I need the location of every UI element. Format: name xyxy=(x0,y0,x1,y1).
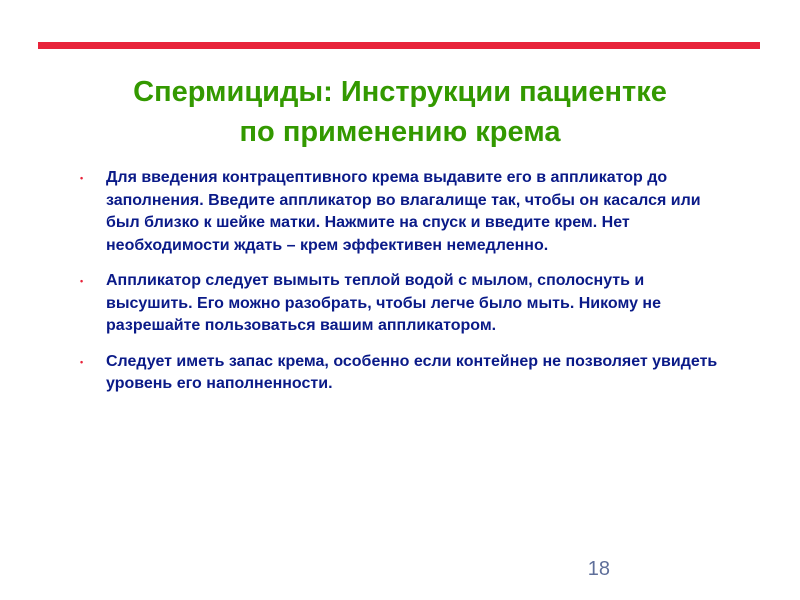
bullet-text-1: Для введения контрацептивного крема выдавите его в аппликатор до заполнения. Введите аппликатор во влагалище так, чтобы он касался или был близко к шейке матки. Нажмите на спуск и введите крем. Нет необходимости ждать – крем эффективен немедленно. xyxy=(106,169,701,254)
page-number: 18 xyxy=(587,558,610,580)
bullet-item-1 xyxy=(80,167,730,257)
bullet-text-3: Следует иметь запас крема, особенно если контейнер не позволяет увидеть уровень его наполненности. xyxy=(106,352,718,392)
slide-title xyxy=(40,72,760,152)
bullet-text-2: Аппликатор следует вымыть теплой водой с мылом, сполоснуть и высушить. Его можно разобрать, чтобы легче было мыть. Никому не разрешайте пользоваться вашим аппликатором. xyxy=(106,272,661,334)
bullet-dot-icon: • xyxy=(80,276,84,286)
slide-title-line-2: по применению крема xyxy=(239,116,561,148)
top-divider-line xyxy=(38,42,760,49)
bullet-item-2 xyxy=(80,270,730,338)
bullet-item-3 xyxy=(80,351,730,396)
bullet-list xyxy=(80,167,730,409)
slide-title-line-1: Спермициды: Инструкции пациентке xyxy=(133,76,667,108)
bullet-dot-icon: • xyxy=(80,173,84,183)
bullet-dot-icon: • xyxy=(80,356,84,367)
